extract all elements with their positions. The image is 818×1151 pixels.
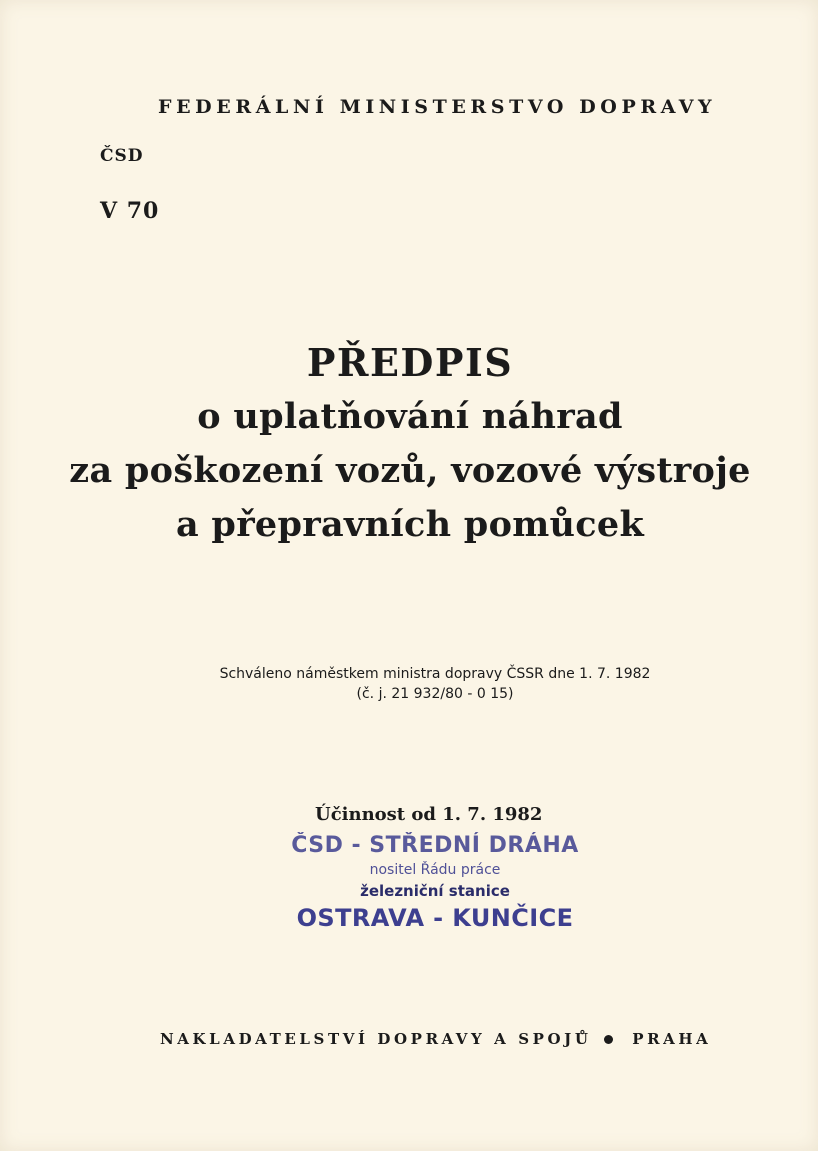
regulation-number: V 70 [100, 198, 160, 224]
bullet-dot-icon [604, 1035, 613, 1044]
effective-date: Účinnost od 1. 7. 1982 [315, 804, 543, 825]
title-line-3: a přepravních pomůcek [175, 504, 645, 545]
stamp-line-2: nositel Řádu práce [369, 862, 501, 878]
publisher-name: NAKLADATELSTVÍ DOPRAVY A SPOJŮ [160, 1030, 592, 1048]
title-main: PŘEDPIS [306, 340, 514, 385]
stamp-line-3: železniční stanice [360, 882, 510, 900]
stamp-line-1: ČSD - STŘEDNÍ DRÁHA [291, 833, 579, 858]
ministry-heading: FEDERÁLNÍ MINISTERSTVO DOPRAVY [158, 96, 717, 118]
title-line-1: o uplatňování náhrad [197, 396, 623, 437]
approval-note [150, 664, 720, 704]
station-stamp [290, 832, 580, 934]
stamp-line-4: OSTRAVA - KUNČICE [296, 904, 574, 932]
publisher-city: PRAHA [632, 1030, 712, 1048]
railway-code: ČSD [100, 146, 144, 166]
approval-reference: (č. j. 21 932/80 - 0 15) [356, 686, 514, 702]
approval-line-1: Schváleno náměstkem ministra dopravy ČSSR dne 1. 7. 1982 [219, 666, 651, 682]
title-line-2: za poškození vozů, vozové výstroje [69, 450, 751, 491]
document-title [60, 336, 760, 552]
publisher-line [160, 1030, 711, 1048]
